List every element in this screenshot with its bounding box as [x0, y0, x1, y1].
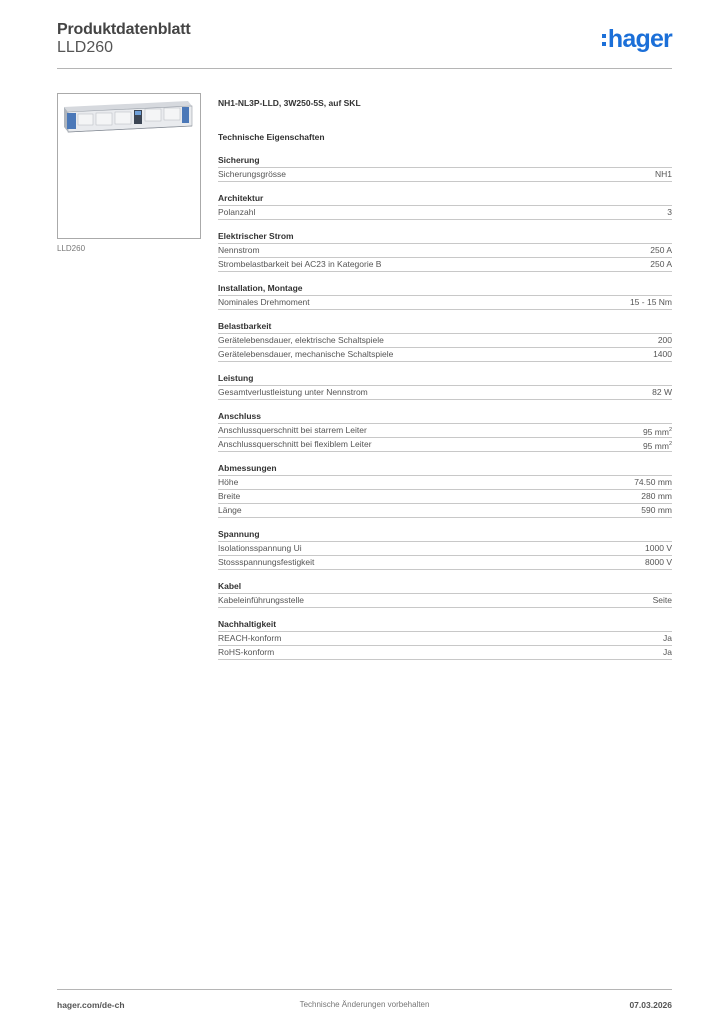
- spec-value-text: NH1: [654, 169, 672, 179]
- spec-group: [218, 372, 672, 400]
- spec-group: [218, 528, 672, 570]
- spec-value-text: 15 - 15 Nm: [629, 297, 672, 307]
- spec-value: [641, 504, 672, 517]
- spec-label: Isolationsspannung Ui: [218, 543, 302, 553]
- spec-row: [218, 168, 672, 182]
- spec-value: [641, 490, 672, 503]
- page-header: [57, 20, 672, 68]
- spec-label: REACH-konform: [218, 633, 282, 643]
- spec-row: [218, 296, 672, 310]
- spec-value-unit-exponent: 2: [668, 427, 672, 433]
- spec-value-text: 250 A: [650, 259, 672, 269]
- spec-group-title: Leistung: [218, 372, 672, 386]
- spec-label: Gerätelebensdauer, elektrische Schaltspiele: [218, 335, 384, 345]
- spec-label: Stossspannungsfestigkeit: [218, 557, 315, 567]
- spec-label: Gesamtverlustleistung unter Nennstrom: [218, 387, 368, 397]
- logo-text: hager: [607, 25, 672, 53]
- spec-value: [645, 556, 672, 569]
- document-title: Produktdatenblatt: [57, 21, 191, 38]
- spec-value-text: 1400: [653, 349, 672, 359]
- spec-row: [218, 348, 672, 362]
- product-image-caption: LLD260: [57, 244, 86, 253]
- spec-row: [218, 206, 672, 220]
- document-subtitle: LLD260: [57, 39, 114, 56]
- spec-group: [218, 580, 672, 608]
- spec-value: [663, 646, 672, 659]
- spec-row: [218, 646, 672, 660]
- spec-value-text: 82 W: [652, 387, 672, 397]
- spec-label: Strombelastbarkeit bei AC23 in Kategorie B: [218, 259, 382, 269]
- spec-label: Anschlussquerschnitt bei flexiblem Leiter: [218, 439, 372, 449]
- spec-label: Länge: [218, 505, 242, 515]
- spec-label: RoHS-konform: [218, 647, 275, 657]
- spec-label: Sicherungsgrösse: [218, 169, 287, 179]
- spec-value: [634, 476, 672, 489]
- spec-label: Gerätelebensdauer, mechanische Schaltspiele: [218, 349, 394, 359]
- spec-row: [218, 258, 672, 272]
- spec-value-unit-exponent: 2: [668, 441, 672, 447]
- section-title: Technische Eigenschaften: [218, 132, 325, 142]
- spec-group: [218, 462, 672, 518]
- switch-disconnector-illustration: [58, 94, 200, 238]
- spec-value: [630, 296, 672, 309]
- spec-group-title: Belastbarkeit: [218, 320, 672, 334]
- spec-value-text: 8000 V: [645, 557, 672, 567]
- spec-value-text: Seite: [652, 595, 672, 605]
- spec-label: Nennstrom: [218, 245, 260, 255]
- spec-value: [655, 168, 672, 181]
- spec-row: [218, 504, 672, 518]
- spec-value: [650, 258, 672, 271]
- spec-value-text: 1000 V: [645, 543, 672, 553]
- footer-date: 07.03.2026: [629, 1000, 672, 1010]
- spec-group-title: Abmessungen: [218, 462, 672, 476]
- technical-data: [218, 96, 672, 660]
- spec-row: [218, 556, 672, 570]
- spec-label: Höhe: [218, 477, 239, 487]
- header-divider: [57, 68, 672, 69]
- spec-value-text: 250 A: [650, 245, 672, 255]
- spec-row: [218, 386, 672, 400]
- product-name: NH1-NL3P-LLD, 3W250-5S, auf SKL: [218, 98, 361, 108]
- spec-value: [663, 632, 672, 645]
- footer-website[interactable]: hager.com/de-ch: [57, 1000, 125, 1010]
- logo-dots-icon: [602, 32, 606, 48]
- spec-value-text: 3: [667, 207, 672, 217]
- spec-value: [653, 348, 672, 361]
- spec-group: [218, 192, 672, 220]
- spec-value: [643, 438, 672, 451]
- spec-group: [218, 618, 672, 660]
- spec-value-text: 590 mm: [641, 505, 672, 515]
- spec-value-text: Ja: [663, 633, 672, 643]
- spec-group-title: Anschluss: [218, 410, 672, 424]
- spec-value: [645, 542, 672, 555]
- spec-group: [218, 154, 672, 182]
- spec-value: [667, 206, 672, 219]
- spec-group: [218, 230, 672, 272]
- spec-group-title: Spannung: [218, 528, 672, 542]
- spec-label: Kabeleinführungsstelle: [218, 595, 305, 605]
- footer-notice: Technische Änderungen vorbehalten: [299, 1000, 430, 1009]
- spec-row: [218, 542, 672, 556]
- spec-row: [218, 438, 672, 452]
- spec-value: [650, 244, 672, 257]
- spec-group-title: Nachhaltigkeit: [218, 618, 672, 632]
- spec-row: [218, 476, 672, 490]
- spec-value-text: 95 mm: [642, 426, 669, 437]
- spec-group-title: Sicherung: [218, 154, 672, 168]
- spec-row: [218, 424, 672, 438]
- spec-group: [218, 320, 672, 362]
- spec-group: [218, 282, 672, 310]
- spec-row: [218, 632, 672, 646]
- page-footer: [57, 989, 672, 1014]
- product-image: [57, 93, 201, 239]
- spec-group-title: Kabel: [218, 580, 672, 594]
- spec-label: Breite: [218, 491, 241, 501]
- spec-group-title: Installation, Montage: [218, 282, 672, 296]
- hager-logo: [602, 27, 672, 52]
- spec-row: [218, 334, 672, 348]
- spec-label: Nominales Drehmoment: [218, 297, 310, 307]
- spec-value-text: 280 mm: [641, 491, 672, 501]
- spec-value: [643, 424, 672, 437]
- spec-group-title: Architektur: [218, 192, 672, 206]
- spec-label: Anschlussquerschnitt bei starrem Leiter: [218, 425, 367, 435]
- spec-row: [218, 244, 672, 258]
- spec-value-text: 95 mm: [642, 440, 669, 451]
- spec-value: [653, 594, 672, 607]
- spec-value-text: 200: [657, 335, 672, 345]
- spec-value-text: Ja: [663, 647, 672, 657]
- spec-group: [218, 410, 672, 452]
- spec-value: [652, 386, 672, 399]
- spec-value-text: 74.50 mm: [634, 477, 672, 487]
- spec-label: Polanzahl: [218, 207, 256, 217]
- spec-group-title: Elektrischer Strom: [218, 230, 672, 244]
- spec-row: [218, 594, 672, 608]
- spec-value: [658, 334, 672, 347]
- spec-row: [218, 490, 672, 504]
